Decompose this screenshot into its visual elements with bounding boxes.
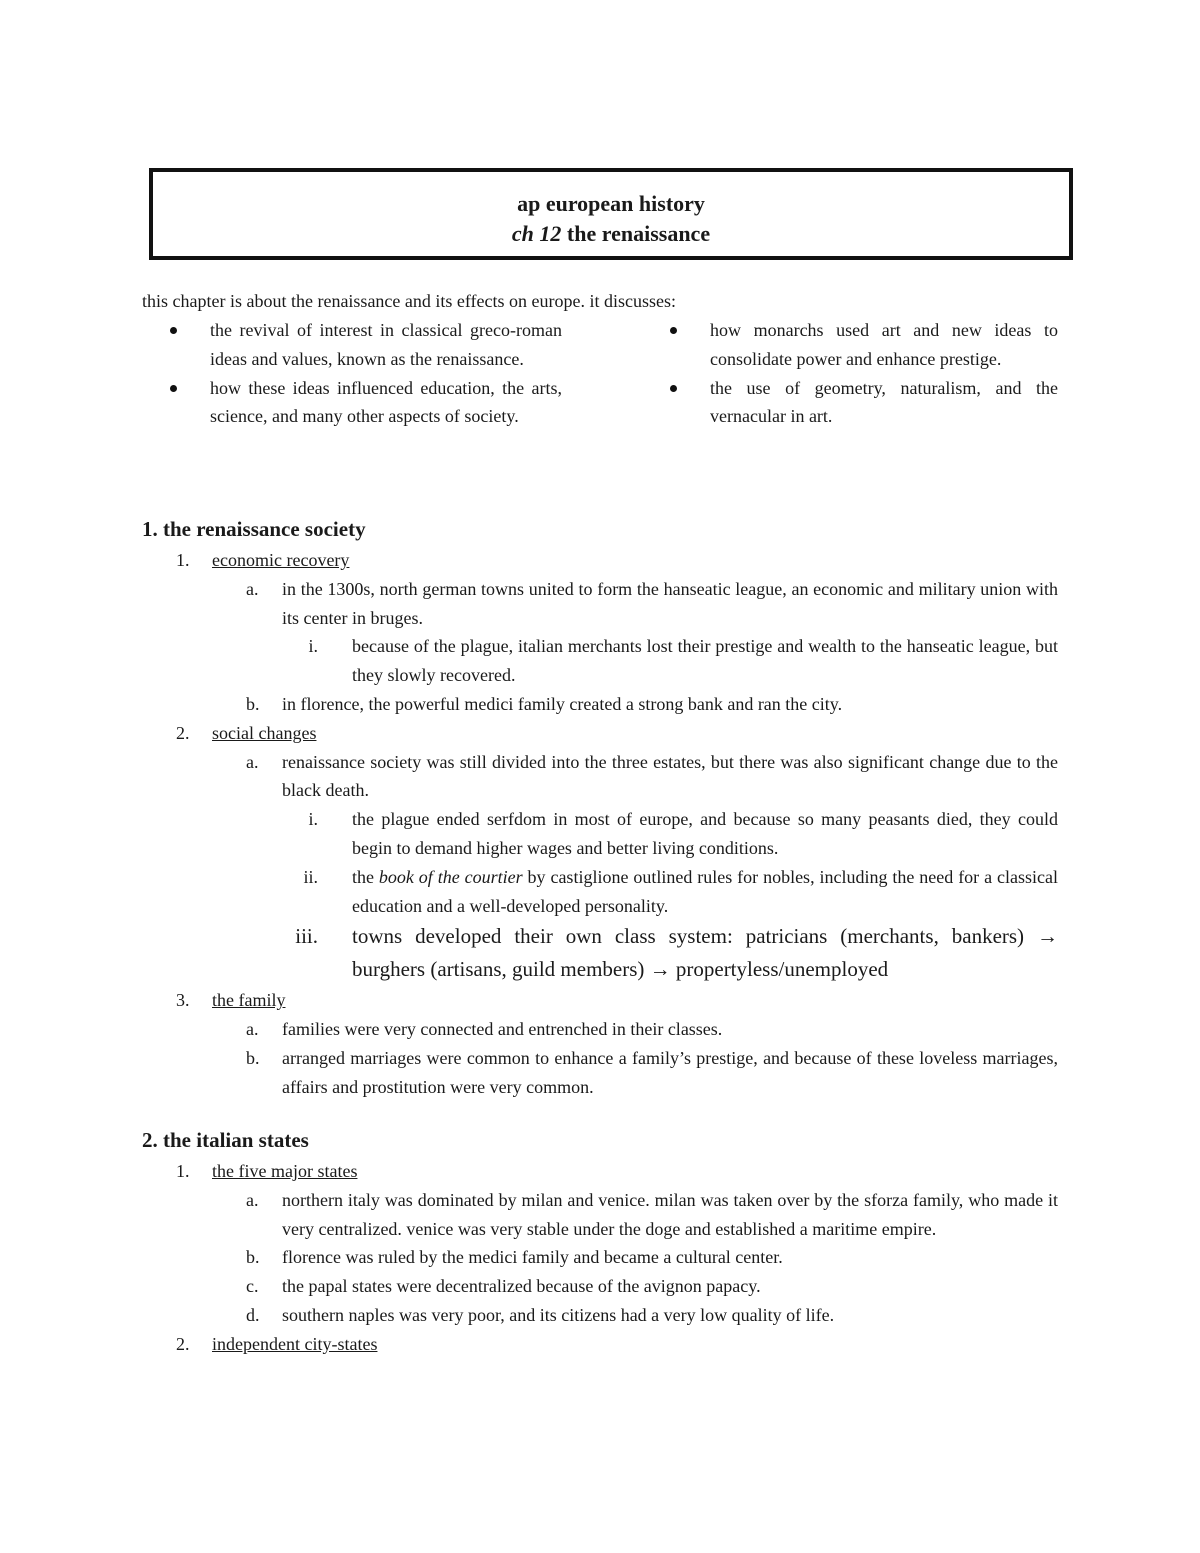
section-2-outline <box>142 1157 1058 1359</box>
outline-subsubitem: i. the plague ended serfdom in most of europe, and because so many peasants died, they could begin to demand higher wages and better living conditions. <box>308 809 1058 858</box>
outline-subsubitem: iii. towns developed their own class system: patricians (merchants, bankers) → burghers (artisans, guild members) → propertyless/unemployed <box>295 924 1058 982</box>
bullet-item: the use of geometry, naturalism, and the vernacular in art. <box>670 374 1058 432</box>
bullet-item: the revival of interest in classical greco-roman ideas and values, known as the renaissance. <box>170 316 562 374</box>
outline-item-heading: independent city-states <box>212 1333 378 1354</box>
outline-subitem: b. arranged marriages were common to enhance a family’s prestige, and because of these loveless marriages, affairs and prostitution were very common. <box>246 1047 1058 1097</box>
bullet-item: how monarchs used art and new ideas to consolidate power and enhance prestige. <box>670 316 1058 374</box>
outline-item-heading: the five major states <box>212 1161 358 1181</box>
outline-subsubitem: i. because of the plague, italian merchants lost their prestige and wealth to the hanseatic league, but they slowly recovered. <box>308 636 1058 686</box>
outline-item-heading: social changes <box>212 722 317 743</box>
section-heading: 2. the italian states <box>142 1128 309 1152</box>
outline-item-heading: economic recovery <box>212 550 350 570</box>
chapter-title: the renaissance <box>561 221 711 246</box>
section-heading: 1. the renaissance society <box>142 517 366 541</box>
outline-item: 1. the five major states <box>176 1161 358 1181</box>
book-title: book of the courtier <box>378 866 523 887</box>
outline-subitem: a. in the 1300s, north german towns united to form the hanseatic league, an economic and military union with its center in bruges. <box>246 578 1058 628</box>
bullet-dot-icon <box>170 327 177 334</box>
document-subtitle <box>153 219 1069 249</box>
outline-item: 2. social changes <box>176 722 317 743</box>
outline-subitem: c. the papal states were decentralized because of the avignon papacy. <box>246 1276 761 1297</box>
intro-bullets-right <box>670 316 1058 431</box>
title-box <box>149 168 1073 260</box>
document-title: ap european history <box>517 191 705 216</box>
chapter-number: ch 12 <box>511 221 562 246</box>
bullet-item: how these ideas influenced education, the arts, science, and many other aspects of society. <box>170 374 562 432</box>
section-1-outline <box>142 546 1058 1102</box>
outline-item-heading: the family <box>212 990 286 1011</box>
outline-subitem: b. florence was ruled by the medici family and became a cultural center. <box>246 1247 783 1268</box>
intro-bullets-left <box>170 316 562 431</box>
outline-subitem: a. northern italy was dominated by milan and venice. milan was taken over by the sforza family, who made it very centralized. venice was very stable under the doge and established a maritime empire. <box>246 1189 1058 1239</box>
bullet-dot-icon <box>670 327 677 334</box>
outline-subsubitem: ii. the book of the courtier by castiglione outlined rules for nobles, including the need for a classical education and a well-developed personality. <box>303 866 1058 916</box>
outline-subitem: b. in florence, the powerful medici family created a strong bank and ran the city. <box>246 693 843 714</box>
outline-subitem: d. southern naples was very poor, and its citizens had a very low quality of life. <box>246 1304 835 1325</box>
bullet-dot-icon <box>170 385 177 392</box>
bullet-dot-icon <box>670 385 677 392</box>
outline-item: 1. economic recovery <box>176 550 350 570</box>
outline-subitem: a. renaissance society was still divided into the three estates, but there was also significant change due to the black death. <box>246 751 1058 801</box>
outline-item: 2. independent city-states <box>176 1333 378 1354</box>
intro-text: this chapter is about the renaissance and its effects on europe. it discusses: <box>142 291 677 311</box>
outline-subitem: a. families were very connected and entrenched in their classes. <box>246 1019 723 1040</box>
outline-item: 3. the family <box>176 990 286 1011</box>
